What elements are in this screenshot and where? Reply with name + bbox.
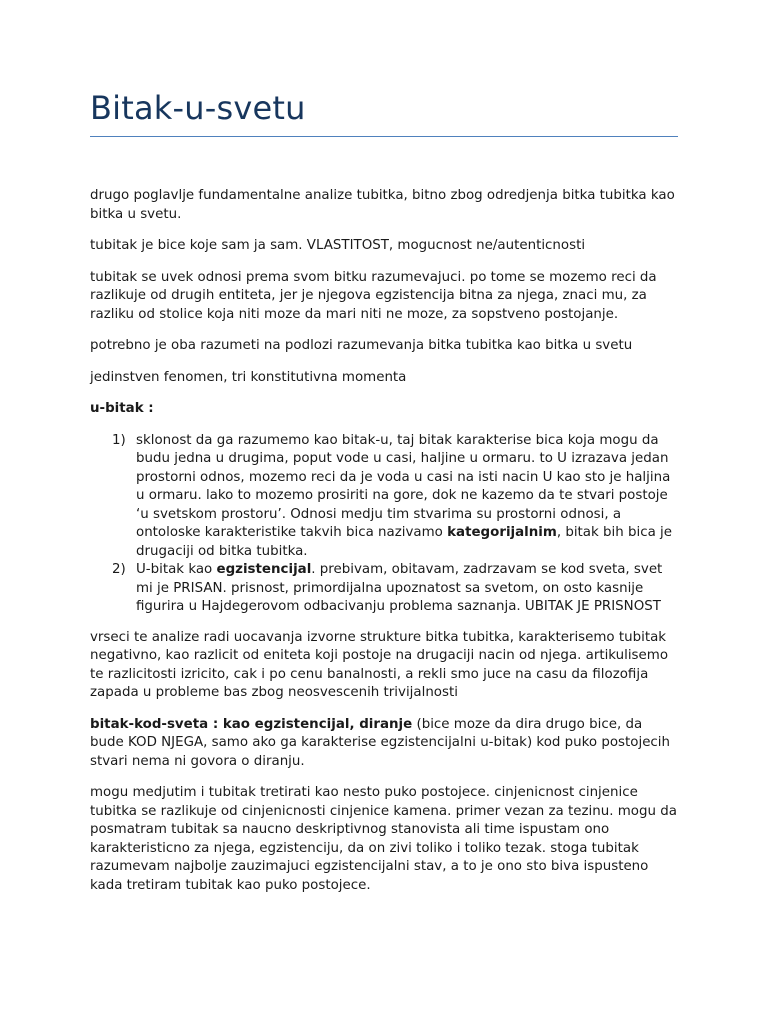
paragraph-tubitak: tubitak je bice koje sam ja sam. VLASTITOST, mogucnost ne/autenticnosti — [90, 238, 586, 253]
document-body — [90, 187, 680, 895]
list-item-bold-term: egzistencijal — [216, 562, 312, 577]
list-item-text-after: . prebivam, obitavam, zadrzavam se kod sveta, svet mi je PRISAN. prisnost, primordijalna upoznatost sa svetom, on osto kasnije figurira u Hajdegerovom odbacivanju problema saznanja. UBITAK JE PRISNOST — [136, 562, 663, 614]
paragraph-analize: vrseci te analize radi uocavanja izvorne strukture bitka tubitka, karakterisemo tubitak negativno, kao razlicit od eniteta koji postoje na drugaciji nacin od njega. artikulisemo te razlicitosti izricito, cak i po cenu banalnosti, a rekli smo juce na casu da filozofija zapada u probleme bas zbog neosvescenih trivijalnosti — [90, 629, 669, 700]
list-item-text: U-bitak kao — [136, 562, 217, 577]
title-underline — [90, 136, 678, 137]
document-page — [90, 86, 680, 908]
document-title: Bitak-u-svetu — [90, 89, 306, 127]
list-item-text-after: , bitak bih bica je drugaciji od bitka tubitka. — [136, 525, 672, 559]
list-item-bold-term: kategorijalnim — [447, 525, 557, 540]
list-item — [90, 561, 680, 617]
numbered-list — [90, 432, 680, 617]
bold-heading-bitak-kod-sveta: bitak-kod-sveta : kao egzistencijal, diranje — [90, 716, 413, 732]
paragraph-fenomen: jedinstven fenomen, tri konstitutivna momenta — [90, 369, 407, 385]
heading-u-bitak: u-bitak : — [90, 401, 154, 416]
paragraph-intro: drugo poglavlje fundamentalne analize tubitka, bitno zbog odredjenja bitka tubitka kao bitka u svetu. — [90, 188, 675, 222]
list-item-number: 1) — [112, 432, 126, 448]
list-item — [90, 432, 680, 562]
paragraph-potrebno: potrebno je oba razumeti na podlozi razumevanja bitka tubitka kao bitka u svetu — [90, 338, 633, 353]
list-item-text: sklonost da ga razumemo kao bitak-u, taj bitak karakterise bica koja mogu da budu jedna u drugima, poput vode u casi, haljine u ormaru. to U izrazava jedan prostorni odnos, mozemo reci da je voda u casi na isti nacin U kao sto je haljina u ormaru. lako to mozemo prosiriti na gore, dok ne kazemo da te stvari postoje ‘u svetskom prostoru’. Odnosi medju tim stvarima su prostorni odnosi, a ontoloske karakteristike takvih bica nazivamo — [136, 432, 671, 540]
paragraph-bitak-kod-sveta — [90, 716, 680, 772]
paragraph-cinjenicnost: mogu medjutim i tubitak tretirati kao nesto puko postojece. cinjenicnost cinjenice tubitka se razlikuje od cinjenicnosti cinjenice kamena. primer vezan za tezinu. mogu da posmatram tubitak sa naucno deskriptivnog stanovista ali time ispustam ono karakteristicno za njega, egzistenciju, da on zivi toliko i toliko tezak. stoga tubitak razumevam najbolje zauzimajuci egzistencijalni stav, a to je ono sto biva ispusteno kada tretiram tubitak kao puko postojece. — [90, 785, 677, 893]
paragraph-bitak-kod-sveta-text: (bice moze da dira drugo bice, da bude KOD NJEGA, samo ako ga karakterise egzistencijalni u-bitak) kod puko postojecih stvari nema ni govora o diranju. — [90, 716, 670, 769]
list-item-number: 2) — [112, 562, 126, 577]
paragraph-odnosi: tubitak se uvek odnosi prema svom bitku razumevajuci. po tome se mozemo reci da razlikuje od drugih entiteta, jer je njegova egzistencija bitna za njega, znaci mu, za razliku od stolice koja niti moze da mari niti ne moze, za sopstveno postojanje. — [90, 269, 657, 322]
